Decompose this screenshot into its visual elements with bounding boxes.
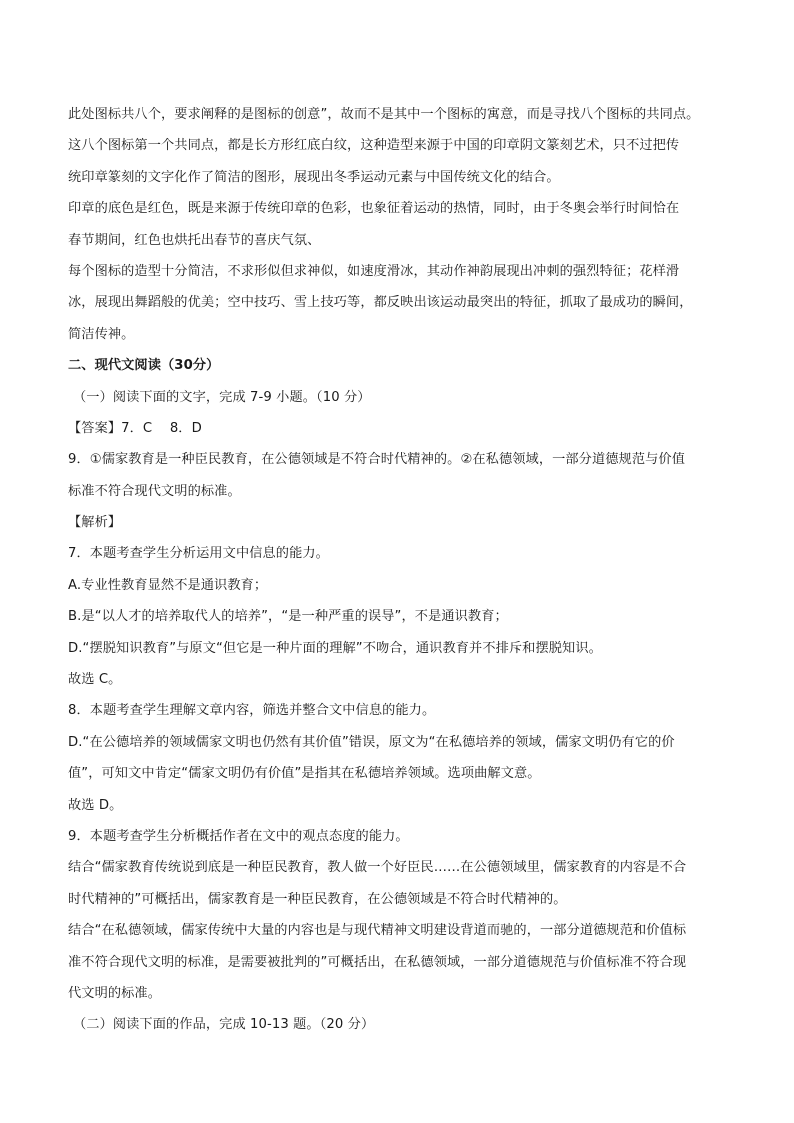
text-line: 准不符合现代文明的标准，是需要被批判的”可概括出，在私德领域，一部分道德规范与价值标准不符合现 — [68, 954, 687, 970]
analysis-label: 【解析】 — [68, 515, 122, 531]
text-line: A.专业性教育显然不是通识教育； — [68, 577, 268, 593]
text-line: 每个图标的造型十分简洁，不求形似但求神似，如速度滑冰，其动作神韵展现出冲刺的强烈特征；花样滑 — [68, 263, 680, 279]
text-line: D.“摆脱知识教育”与原文“但它是一种片面的理解”不吻合，通识教育并不排斥和摆脱知识。 — [68, 640, 602, 656]
text-line: 代文明的标准。 — [68, 985, 162, 1001]
text-line: 此处图标共八个，要求阐释的是图标的创意”，故而不是其中一个图标的寓意，而是寻找八个图标的共同点。 — [68, 107, 700, 122]
text-line: 统印章篆刻的文字化作了简洁的图形，展现出冬季运动元素与中国传统文化的结合。 — [68, 169, 560, 185]
text-line: D.“在公德培养的领域儒家文明也仍然有其价值”错误，原文为“在私德培养的领域，儒家文明仍有它的价 — [68, 734, 675, 750]
text-line: 标准不符合现代文明的标准。 — [68, 483, 241, 499]
answer-line: 【答案】7．C 8．D — [68, 420, 202, 436]
text-line: 9．本题考查学生分析概括作者在文中的观点态度的能力。 — [68, 828, 409, 844]
subsection-heading: （一）阅读下面的文字，完成 7-9 小题。（10 分） — [73, 389, 371, 405]
text-line: B.是“以人才的培养取代人的培养”，“是一种严重的误导”，不是通识教育； — [68, 609, 508, 625]
text-line: 春节期间，红色也烘托出春节的喜庆气氛、 — [68, 232, 321, 248]
text-line: 9．①儒家教育是一种臣民教育，在公德领域是不符合时代精神的。②在私德领域，一部分道德规范与价值 — [68, 452, 685, 468]
text-line: 结合“儒家教育传统说到底是一种臣民教育，教人做一个好臣民……在公德领域里，儒家教育的内容是不合 — [68, 860, 687, 876]
document-body — [68, 99, 734, 1041]
text-line: 简洁传神。 — [68, 326, 135, 342]
text-line: 故选 D。 — [68, 797, 123, 813]
text-line: 这八个图标第一个共同点，都是长方形红底白纹，这种造型来源于中国的印章阴文篆刻艺术，只不过把传 — [68, 138, 680, 154]
text-line: 印章的底色是红色，既是来源于传统印章的色彩，也象征着运动的热情，同时，由于冬奥会举行时间恰在 — [68, 201, 680, 217]
text-line: 7．本题考查学生分析运用文中信息的能力。 — [68, 546, 329, 562]
section-heading: 二、现代文阅读（30分） — [68, 358, 220, 374]
subsection-heading: （二）阅读下面的作品，完成 10-13 题。（20 分） — [73, 1017, 375, 1033]
text-line: 故选 C。 — [68, 672, 122, 688]
text-line: 值”，可知文中肯定“儒家文明仍有价值”是指其在私德培养领域。选项曲解文意。 — [68, 766, 541, 782]
text-line: 结合“在私德领域，儒家传统中大量的内容也是与现代精神文明建设背道而驰的，一部分道德规范和价值标 — [68, 923, 687, 939]
text-line: 时代精神的”可概括出，儒家教育是一种臣民教育，在公德领域是不符合时代精神的。 — [68, 891, 567, 907]
text-line: 冰，展现出舞蹈般的优美；空中技巧、雪上技巧等，都反映出该运动最突出的特征，抓取了最成功的瞬间， — [68, 295, 693, 311]
text-line: 8．本题考查学生理解文章内容，筛选并整合文中信息的能力。 — [68, 703, 436, 719]
